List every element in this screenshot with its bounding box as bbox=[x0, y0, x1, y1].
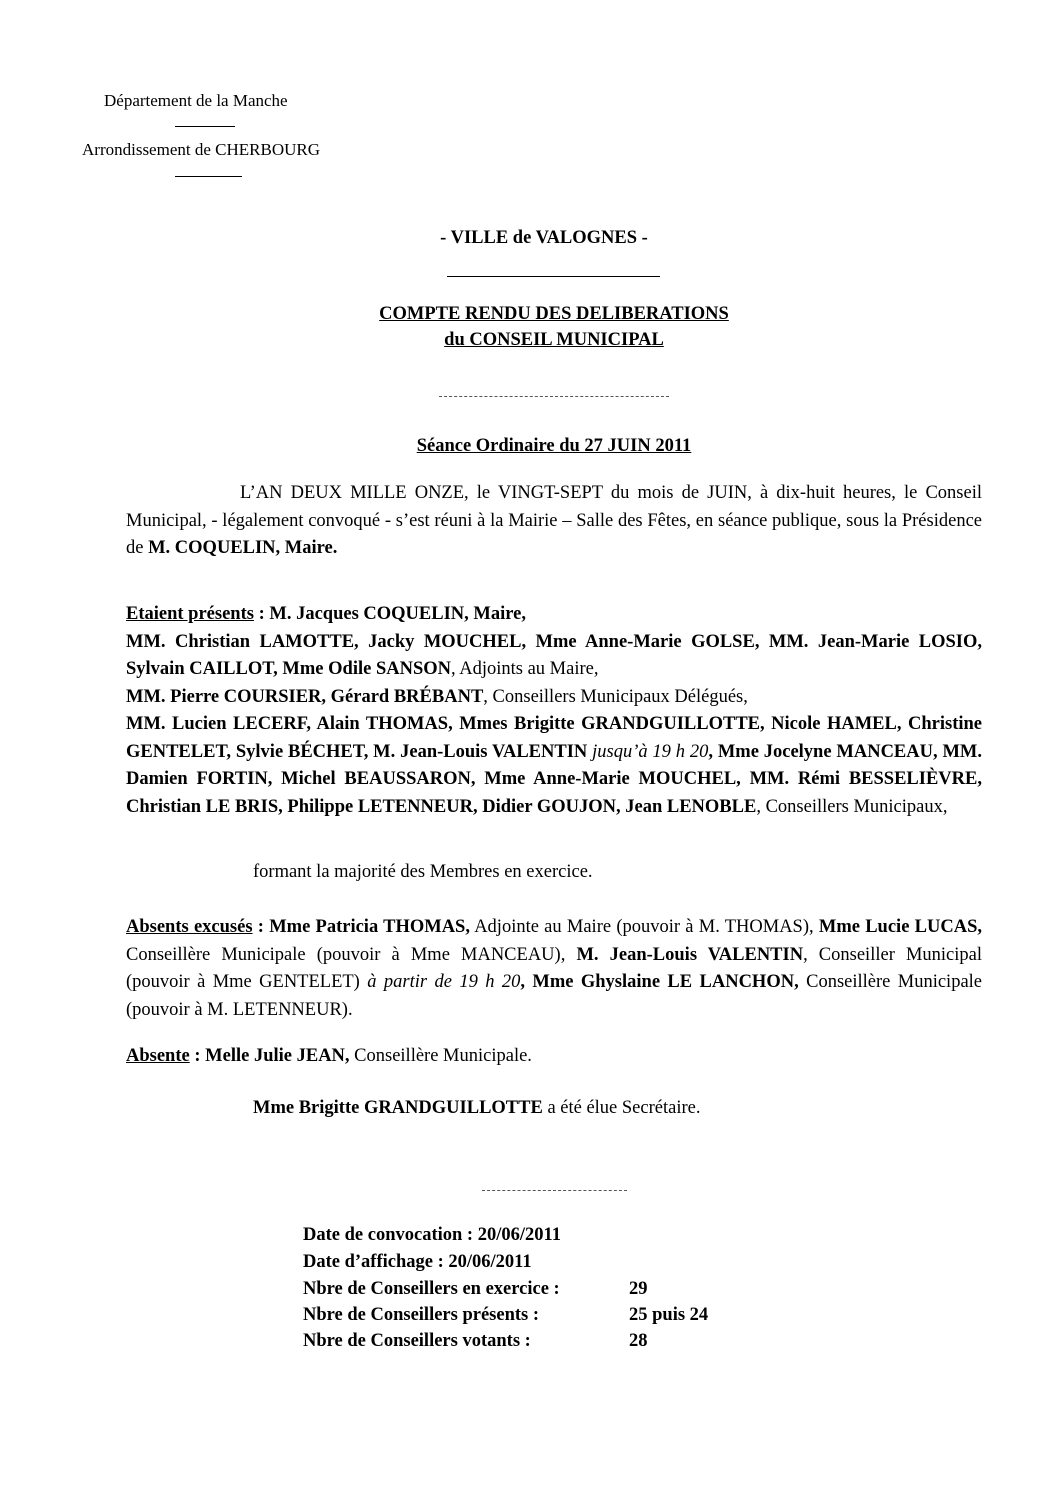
excuse-text-4: Conseillère Municipale (pouvoir à M. LETENNEUR). bbox=[126, 972, 983, 1020]
excuse-text-2: Conseillère Municipale (pouvoir à Mme MANCEAU), bbox=[126, 944, 577, 965]
excuse-text-3: , Conseiller Municipal (pouvoir à Mme GENTELET) bbox=[126, 944, 983, 992]
stat-label: Date d’affichage : 20/06/2011 bbox=[303, 1252, 532, 1272]
stat-value: 28 bbox=[629, 1331, 648, 1351]
absente-text: Conseillère Municipale. bbox=[349, 1046, 532, 1066]
adjoints-names: MM. Christian LAMOTTE, Jacky MOUCHEL, Mme Anne-Marie GOLSE, MM. Jean-Marie LOSIO, Sylvain CAILLOT, Mme Odile SANSON bbox=[126, 631, 982, 679]
excuse-note-3: à partir de 19 h 20 bbox=[367, 972, 521, 992]
stat-presents bbox=[303, 1305, 753, 1326]
ville-title: - VILLE de VALOGNES - bbox=[440, 228, 648, 248]
title-separator bbox=[439, 396, 669, 397]
excuse-name-1: Mme Patricia THOMAS, bbox=[269, 917, 470, 937]
delegues-role: , Conseillers Municipaux Délégués, bbox=[483, 686, 748, 707]
president-name: M. COQUELIN, Maire. bbox=[148, 538, 338, 558]
absente-name: Melle Julie JEAN, bbox=[205, 1046, 350, 1066]
excuse-name-3: M. Jean-Louis VALENTIN bbox=[576, 944, 804, 965]
stat-label: Nbre de Conseillers votants : bbox=[303, 1331, 531, 1351]
conseillers-role: , Conseillers Municipaux, bbox=[756, 796, 948, 817]
excuse-name-4: , Mme Ghyslaine LE LANCHON, bbox=[520, 972, 799, 992]
adjoints-role: , Adjoints au Maire, bbox=[451, 659, 599, 679]
absente-paragraph bbox=[126, 1043, 982, 1071]
stat-label: Nbre de Conseillers présents : bbox=[303, 1305, 540, 1325]
stat-exercice bbox=[303, 1279, 703, 1300]
excuse-text-1: Adjointe au Maire (pouvoir à M. THOMAS), bbox=[469, 917, 819, 937]
stat-value: 25 puis 24 bbox=[629, 1305, 709, 1325]
secretaire-name: Mme Brigitte GRANDGUILLOTTE bbox=[253, 1098, 543, 1118]
excuses-label: Absents excusés bbox=[126, 917, 253, 937]
seance-title: Séance Ordinaire du 27 JUIN 2011 bbox=[416, 436, 692, 456]
excuses-paragraph bbox=[126, 914, 982, 1024]
stat-affichage bbox=[303, 1252, 532, 1273]
header-divider-2 bbox=[175, 176, 242, 177]
document-title-line1: COMPTE RENDU DES DELIBERATIONS bbox=[379, 304, 729, 324]
conseillers-names-2: , Mme Jocelyne MANCEAU, MM. Damien FORTIN, Michel BEAUSSARON, Mme Anne-Marie MOUCHEL, MM. Rémi BESSELIÈVRE, Christian LE BRIS, Philippe LETENNEUR, Didier GOUJON, Jean LENOBLE bbox=[126, 741, 982, 817]
footer-separator bbox=[482, 1190, 627, 1191]
intro-paragraph bbox=[126, 480, 982, 563]
stat-label: Date de convocation : 20/06/2011 bbox=[303, 1225, 561, 1245]
stat-value: 29 bbox=[629, 1279, 648, 1299]
absente-label: Absente bbox=[126, 1046, 190, 1066]
presents-sep: : bbox=[253, 604, 270, 624]
stat-convocation bbox=[303, 1225, 561, 1246]
conseillers-names-1: MM. Lucien LECERF, Alain THOMAS, Mmes Brigitte GRANDGUILLOTTE, Nicole HAMEL, Christine GENTELET, Sylvie BÉCHET, M. Jean-Louis VALENTIN bbox=[126, 714, 982, 762]
excuse-name-2: Mme Lucie LUCAS, bbox=[818, 917, 982, 937]
header-divider-1 bbox=[175, 126, 235, 127]
secretaire-text: a été élue Secrétaire. bbox=[542, 1098, 701, 1118]
stat-votants bbox=[303, 1331, 703, 1352]
majorite-text: formant la majorité des Membres en exercice. bbox=[253, 862, 593, 882]
stat-label: Nbre de Conseillers en exercice : bbox=[303, 1279, 560, 1299]
presents-paragraph bbox=[126, 601, 982, 821]
secretaire-line bbox=[253, 1098, 700, 1119]
delegues-names: MM. Pierre COURSIER, Gérard BRÉBANT bbox=[126, 686, 484, 707]
excuses-sep: : bbox=[252, 917, 270, 937]
arrondissement-label: Arrondissement de CHERBOURG bbox=[82, 140, 320, 159]
conseillers-note: jusqu’à 19 h 20 bbox=[587, 741, 709, 762]
presents-label: Etaient présents bbox=[126, 604, 254, 624]
intro-text: L’AN DEUX MILLE ONZE, le VINGT-SEPT du mois de JUIN, à dix-huit heures, le Conseil Municipal, - légalement convoqué - s’est réuni à la Mairie – Salle des Fêtes, en séance publique, sous la Présidence de bbox=[126, 483, 982, 558]
departement-label: Département de la Manche bbox=[104, 91, 288, 110]
ville-underline bbox=[447, 276, 660, 277]
maire-entry: M. Jacques COQUELIN, Maire, bbox=[269, 604, 526, 624]
absente-sep: : bbox=[189, 1046, 206, 1066]
document-title-line2: du CONSEIL MUNICIPAL bbox=[444, 330, 664, 350]
